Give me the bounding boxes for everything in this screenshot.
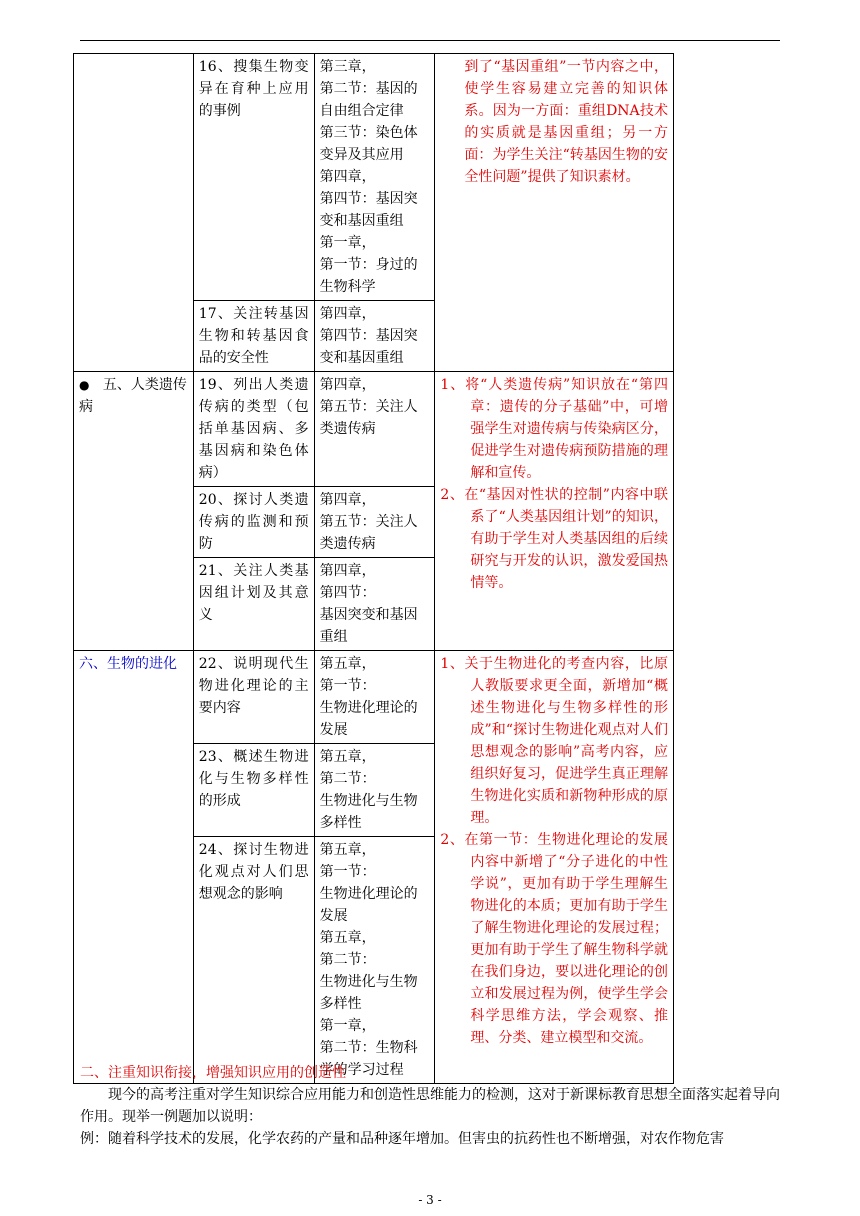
requirement-cell-21: 21、关注人类基因组计划及其意义 xyxy=(193,558,314,651)
chapter-cell-22: 第五章， 第一节： 生物进化理论的发展 xyxy=(314,651,435,744)
requirement-cell-24: 24、探讨生物进化观点对人们思想观念的影响 xyxy=(193,837,314,1084)
requirement-cell-17: 17、关注转基因生物和转基因食品的安全性 xyxy=(193,301,314,372)
header-rule xyxy=(80,40,780,41)
note-gene-text: 到了“基因重组”一节内容之中，使学生容易建立完善的知识体系。因为一方面：重组DNA技术的实质就是基因重组；另一方面：为学生关注“转基因生物的安全性问题”提供了知识素材。 xyxy=(464,59,668,185)
chapter-cell-16: 第三章， 第二节：基因的自由组合定律 第三节：染色体变异及其应用 第四章， 第四节：基因突变和基因重组 第一章， 第一节：身过的生物科学 xyxy=(314,54,435,301)
body-paragraph: 现今的高考注重对学生知识综合应用能力和创造性思维能力的检测，这对于新课标教育思想全面落实起着导向作用。现举一例题加以说明： xyxy=(80,1087,780,1125)
chapter-cell-21: 第四章， 第四节： 基因突变和基因重组 xyxy=(314,558,435,651)
page-number: - 3 - xyxy=(418,1193,442,1207)
chapter-cell-19: 第四章， 第五节：关注人类遗传病 xyxy=(314,372,435,487)
note-6-item-1: 1、关于生物进化的考查内容，比原人教版要求更全面，新增加“概述生物进化与生物多样性的形成”和“探讨生物进化观点对人们思想观念的影响”高考内容，应组织好复习，促进学生真正理解生物进化实质和新物种形成的原理。 xyxy=(440,656,668,826)
note-cell-6 xyxy=(435,651,674,1084)
note-cell-5 xyxy=(435,372,674,651)
curriculum-table xyxy=(73,53,674,1084)
table-row xyxy=(74,372,674,487)
topic-cell-human-genetic-disease xyxy=(74,372,194,651)
example-line: 例：随着科学技术的发展，化学农药的产量和品种逐年增加。但害虫的抗药性也不断增强，对农作物危害 xyxy=(80,1131,724,1147)
requirement-cell-16: 16、搜集生物变异在育种上应用的事例 xyxy=(193,54,314,301)
requirement-cell-19: 19、列出人类遗传病的类型（包括单基因病、多基因病和染色体病） xyxy=(193,372,314,487)
note-cell-gene xyxy=(435,54,674,372)
requirement-cell-20: 20、探讨人类遗传病的监测和预防 xyxy=(193,487,314,558)
topic-cell-empty xyxy=(74,54,194,372)
section-title-5: 五、人类遗传病 xyxy=(79,377,187,415)
note-6-item-2: 2、在第一节：生物进化理论的发展内容中新增了“分子进化的中性学说”，更加有助于学生理解生物进化的本质；更加有助于学生了解生物进化理论的发展过程；更加有助于学生了解生物科学就在我们身边，要以进化理论的创立和发展过程为例，使学生学会科学思维方法，学会观察、推理、分类、建立模型和交流。 xyxy=(440,832,668,1046)
chapter-cell-20: 第四章， 第五节：关注人类遗传病 xyxy=(314,487,435,558)
topic-cell-evolution xyxy=(74,651,194,1084)
section-heading: 二、注重知识衔接，增强知识应用的创造性 xyxy=(80,1065,346,1081)
table-row xyxy=(74,651,674,744)
requirement-cell-23: 23、概述生物进化与生物多样性的形成 xyxy=(193,744,314,837)
bullet-icon: ● xyxy=(79,378,90,392)
chapter-cell-24: 第五章， 第一节： 生物进化理论的发展 第五章， 第二节： 生物进化与生物多样性 第一章， 第二节：生物科学的学习过程 xyxy=(314,837,435,1084)
note-5-item-1: 1、将“人类遗传病”知识放在“第四章：遗传的分子基础”中，可增强学生对遗传病与传染病区分，促进学生对遗传病预防措施的理解和宣传。 xyxy=(440,377,668,481)
section-title-6: 六、生物的进化 xyxy=(79,656,177,672)
chapter-cell-17: 第四章， 第四节：基因突变和基因重组 xyxy=(314,301,435,372)
note-5-item-2: 2、在“基因对性状的控制”内容中联系了“人类基因组计划”的知识，有助于学生对人类基因组的后续研究与开发的认识，激发爱国热情等。 xyxy=(440,487,668,591)
chapter-cell-23: 第五章， 第二节： 生物进化与生物多样性 xyxy=(314,744,435,837)
table-row xyxy=(74,54,674,301)
requirement-cell-22: 22、说明现代生物进化理论的主要内容 xyxy=(193,651,314,744)
